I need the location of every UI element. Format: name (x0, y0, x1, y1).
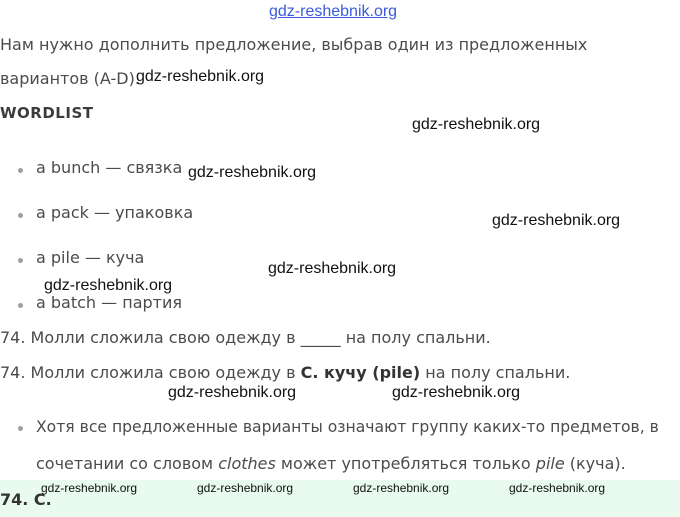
final-answer: 74. C. (0, 490, 52, 509)
explanation-line-1: Хотя все предложенные варианты означают группу каких-то предметов, в (36, 418, 659, 436)
answer-choice: C. кучу (pile) (300, 363, 421, 382)
keyword-clothes: clothes (218, 454, 276, 473)
wordlist-heading: WORDLIST (0, 104, 94, 122)
watermark: gdz-reshebnik.org (44, 277, 173, 294)
wordlist-item: a bunch — связка (36, 158, 183, 177)
explanation-text: сочетании со словом (36, 454, 219, 473)
bullet-icon (18, 303, 23, 308)
watermark: gdz-reshebnik.org (509, 481, 606, 495)
answer-sentence-suffix: на полу спальни. (420, 363, 571, 382)
keyword-pile: pile (535, 454, 565, 473)
watermark: gdz-reshebnik.org (197, 481, 294, 495)
watermark: gdz-reshebnik.org (392, 384, 521, 401)
bullet-icon (18, 168, 23, 173)
explanation-text: может употребляться только (275, 454, 536, 473)
watermark: gdz-reshebnik.org (353, 481, 450, 495)
watermark: gdz-reshebnik.org (188, 164, 317, 181)
wordlist-item: a batch — партия (36, 293, 182, 312)
bullet-icon (18, 213, 23, 218)
watermark: gdz-reshebnik.org (268, 260, 397, 277)
bullet-icon (18, 258, 23, 263)
watermark: gdz-reshebnik.org (412, 116, 541, 133)
answer-sentence (0, 362, 570, 384)
watermark-top-link[interactable]: gdz-reshebnik.org (269, 3, 398, 20)
watermark: gdz-reshebnik.org (41, 481, 138, 495)
question-text: 74. Молли сложила свою одежду в _____ на полу спальни. (0, 328, 491, 347)
wordlist-item: a pack — упаковка (36, 203, 194, 222)
intro-line-1: Нам нужно дополнить предложение, выбрав один из предложенных (0, 35, 588, 54)
explanation-line-2 (36, 453, 626, 475)
wordlist-item: a pile — куча (36, 248, 145, 267)
explanation-text: (куча). (564, 454, 626, 473)
watermark: gdz-reshebnik.org (168, 384, 297, 401)
intro-line-2: вариантов (A-D). (0, 69, 140, 88)
bullet-icon (18, 426, 23, 431)
watermark: gdz-reshebnik.org (492, 212, 621, 229)
answer-sentence-prefix: 74. Молли сложила свою одежду в (0, 363, 301, 382)
watermark: gdz-reshebnik.org (136, 68, 265, 85)
